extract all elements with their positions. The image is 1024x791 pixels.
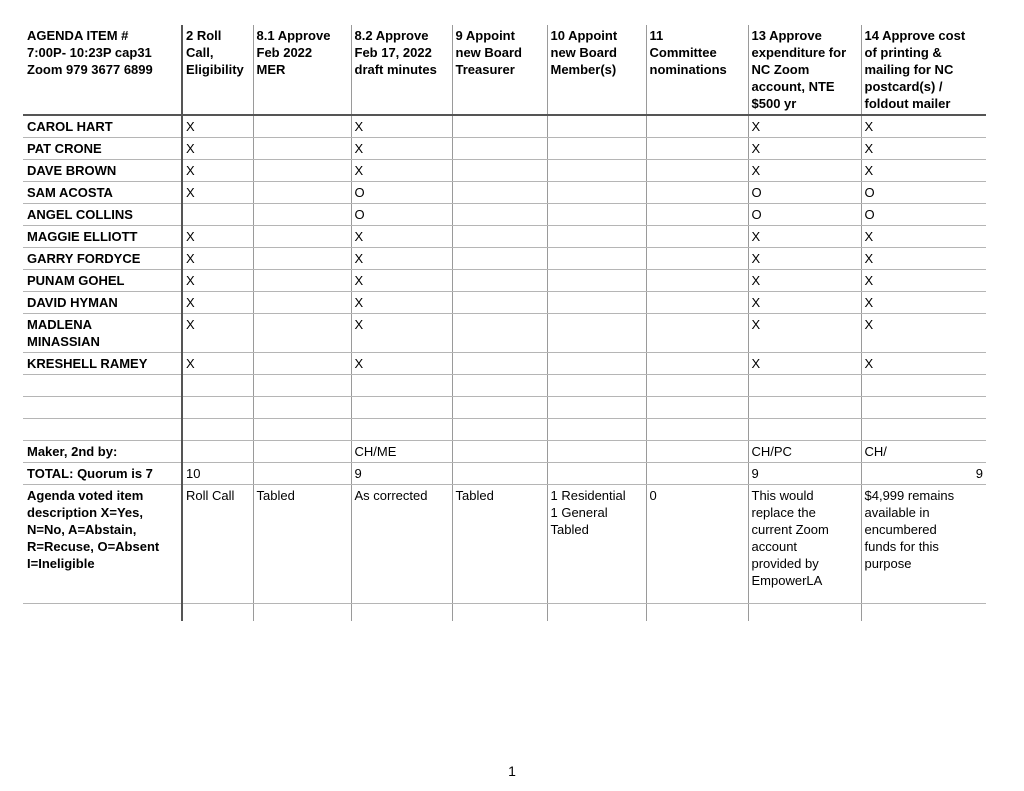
member-row-cell (547, 160, 646, 182)
tail-row-cell (351, 604, 452, 622)
tail-row (23, 604, 986, 622)
member-row (23, 160, 986, 182)
member-row-label: PAT CRONE (23, 138, 182, 160)
blank-row-cell (253, 375, 351, 397)
column-header: 8.1 Approve Feb 2022 MER (253, 25, 351, 115)
member-row (23, 182, 986, 204)
blank-row-cell (547, 397, 646, 419)
member-row-cell: X (748, 314, 861, 353)
member-row-cell: X (748, 138, 861, 160)
member-row-cell (547, 138, 646, 160)
member-row-cell: X (748, 270, 861, 292)
blank-row-cell (182, 397, 253, 419)
member-row-cell (253, 292, 351, 314)
member-row-cell (452, 204, 547, 226)
member-row-cell: O (861, 204, 986, 226)
blank-row-cell (748, 375, 861, 397)
member-row-cell (182, 204, 253, 226)
member-row-cell: O (351, 204, 452, 226)
column-header: 9 Appoint new Board Treasurer (452, 25, 547, 115)
member-row-cell: X (351, 226, 452, 248)
maker-row-cell (646, 441, 748, 463)
vote-tally-table (23, 25, 986, 621)
total-row-cell (646, 463, 748, 485)
blank-row-cell (646, 419, 748, 441)
member-row-cell (452, 353, 547, 375)
member-row-cell: X (861, 160, 986, 182)
member-row-cell: X (861, 138, 986, 160)
member-row-cell (547, 182, 646, 204)
member-row-cell (452, 160, 547, 182)
blank-row-label (23, 419, 182, 441)
total-row-cell (452, 463, 547, 485)
member-row-cell: X (748, 160, 861, 182)
member-row-cell (253, 204, 351, 226)
column-header: 8.2 Approve Feb 17, 2022 draft minutes (351, 25, 452, 115)
table-body (23, 25, 986, 621)
member-row-label: PUNAM GOHEL (23, 270, 182, 292)
blank-row-cell (253, 419, 351, 441)
tail-row-cell (748, 604, 861, 622)
blank-row-label (23, 397, 182, 419)
member-row-cell: O (351, 182, 452, 204)
total-row-cell (547, 463, 646, 485)
blank-row-cell (452, 397, 547, 419)
member-row-cell: X (351, 115, 452, 138)
member-row-cell (253, 314, 351, 353)
member-row-cell (452, 248, 547, 270)
member-row-label: DAVID HYMAN (23, 292, 182, 314)
member-row-cell: X (748, 115, 861, 138)
member-row-label: CAROL HART (23, 115, 182, 138)
member-row-cell: X (748, 248, 861, 270)
maker-row-cell (253, 441, 351, 463)
member-row-cell: X (351, 138, 452, 160)
blank-row (23, 375, 986, 397)
member-row-cell (547, 115, 646, 138)
column-header: 13 Approve expenditure for NC Zoom account, NTE $500 yr (748, 25, 861, 115)
header-row (23, 25, 986, 115)
blank-row-cell (182, 419, 253, 441)
member-row-cell: X (182, 226, 253, 248)
blank-row-cell (351, 397, 452, 419)
page-number: 1 (508, 763, 516, 779)
description-row-cell: As corrected (351, 485, 452, 604)
member-row-cell (253, 226, 351, 248)
blank-row-cell (646, 375, 748, 397)
blank-row-cell (452, 419, 547, 441)
member-row-cell: X (351, 292, 452, 314)
maker-row-cell: CH/ (861, 441, 986, 463)
total-row-cell: 10 (182, 463, 253, 485)
member-row-cell (646, 160, 748, 182)
blank-row-cell (182, 375, 253, 397)
member-row (23, 138, 986, 160)
member-row (23, 204, 986, 226)
member-row-cell (452, 182, 547, 204)
member-row-cell (253, 115, 351, 138)
member-row-cell: O (861, 182, 986, 204)
description-row-cell: Tabled (253, 485, 351, 604)
maker-row-cell (452, 441, 547, 463)
blank-row-cell (861, 419, 986, 441)
member-row-cell (547, 292, 646, 314)
member-row-label: MADLENA MINASSIAN (23, 314, 182, 353)
maker-row-label: Maker, 2nd by: (23, 441, 182, 463)
member-row-cell (253, 353, 351, 375)
member-row-cell (646, 353, 748, 375)
total-row-cell: 9 (861, 463, 986, 485)
member-row-cell: X (182, 248, 253, 270)
column-header: 11 Committee nominations (646, 25, 748, 115)
agenda-header-cell: AGENDA ITEM # 7:00P- 10:23P cap31 Zoom 979 3677 6899 (23, 25, 182, 115)
member-row-cell: X (182, 115, 253, 138)
member-row-label: KRESHELL RAMEY (23, 353, 182, 375)
member-row-cell: X (748, 226, 861, 248)
blank-row-cell (547, 375, 646, 397)
blank-row-cell (351, 375, 452, 397)
member-row-cell: X (748, 353, 861, 375)
blank-row-cell (351, 419, 452, 441)
member-row-cell (452, 314, 547, 353)
blank-row-cell (748, 397, 861, 419)
member-row-cell: O (748, 204, 861, 226)
member-row-cell: X (861, 270, 986, 292)
member-row-cell (547, 353, 646, 375)
member-row-cell: X (861, 353, 986, 375)
blank-row (23, 397, 986, 419)
description-row (23, 485, 986, 604)
member-row-cell: O (748, 182, 861, 204)
member-row (23, 115, 986, 138)
description-row-cell: 1 Residential 1 General Tabled (547, 485, 646, 604)
total-row-cell: 9 (748, 463, 861, 485)
member-row-cell (646, 314, 748, 353)
member-row-cell (547, 314, 646, 353)
blank-row-cell (861, 375, 986, 397)
member-row-cell: X (351, 160, 452, 182)
member-row-label: ANGEL COLLINS (23, 204, 182, 226)
member-row-cell (547, 204, 646, 226)
maker-row-cell (547, 441, 646, 463)
blank-row-cell (452, 375, 547, 397)
description-row-cell: 0 (646, 485, 748, 604)
tail-row-cell (253, 604, 351, 622)
member-row-cell: X (182, 353, 253, 375)
blank-row-cell (646, 397, 748, 419)
member-row-cell: X (861, 248, 986, 270)
member-row-cell (452, 292, 547, 314)
tail-row-cell (861, 604, 986, 622)
member-row-cell (452, 226, 547, 248)
member-row-cell (646, 270, 748, 292)
member-row-cell (253, 182, 351, 204)
member-row (23, 248, 986, 270)
description-row-label: Agenda voted item description X=Yes, N=No, A=Abstain, R=Recuse, O=Absent I=Ineligible (23, 485, 182, 604)
member-row-cell: X (861, 115, 986, 138)
column-header: 14 Approve cost of printing & mailing for NC postcard(s) / foldout mailer (861, 25, 986, 115)
member-row-cell: X (351, 314, 452, 353)
member-row-cell: X (861, 292, 986, 314)
member-row-cell (646, 226, 748, 248)
column-header: 10 Appoint new Board Member(s) (547, 25, 646, 115)
tail-row-cell (547, 604, 646, 622)
member-row-cell (646, 138, 748, 160)
member-row (23, 353, 986, 375)
member-row-label: GARRY FORDYCE (23, 248, 182, 270)
column-header: 2 Roll Call, Eligibility (182, 25, 253, 115)
tail-row-cell (646, 604, 748, 622)
member-row-cell: X (351, 353, 452, 375)
member-row-cell (547, 226, 646, 248)
member-row-cell: X (861, 226, 986, 248)
member-row-cell: X (748, 292, 861, 314)
member-row-label: MAGGIE ELLIOTT (23, 226, 182, 248)
member-row-cell (452, 115, 547, 138)
member-row-cell: X (182, 160, 253, 182)
member-row-cell (452, 270, 547, 292)
member-row-cell (253, 160, 351, 182)
member-row-cell (646, 204, 748, 226)
member-row-cell: X (351, 270, 452, 292)
description-row-cell: Tabled (452, 485, 547, 604)
member-row-cell (253, 248, 351, 270)
member-row-cell (547, 248, 646, 270)
member-row-cell (646, 182, 748, 204)
member-row-cell (253, 270, 351, 292)
member-row (23, 292, 986, 314)
description-row-cell: Roll Call (182, 485, 253, 604)
member-row-cell (646, 115, 748, 138)
blank-row-cell (253, 397, 351, 419)
member-row-cell: X (182, 270, 253, 292)
total-row-label: TOTAL: Quorum is 7 (23, 463, 182, 485)
blank-row (23, 419, 986, 441)
member-row-cell: X (182, 138, 253, 160)
member-row-cell: X (182, 292, 253, 314)
member-row-label: SAM ACOSTA (23, 182, 182, 204)
description-row-cell: This would replace the current Zoom account provided by EmpowerLA (748, 485, 861, 604)
tail-row-cell (452, 604, 547, 622)
member-row-cell (646, 292, 748, 314)
total-row-cell (253, 463, 351, 485)
blank-row-cell (748, 419, 861, 441)
member-row-cell: X (182, 182, 253, 204)
total-row (23, 463, 986, 485)
member-row (23, 270, 986, 292)
description-row-cell: $4,999 remains available in encumbered funds for this purpose (861, 485, 986, 604)
member-row-cell: X (351, 248, 452, 270)
total-row-cell: 9 (351, 463, 452, 485)
member-row-cell (547, 270, 646, 292)
tail-row-label (23, 604, 182, 622)
member-row-cell: X (861, 314, 986, 353)
blank-row-label (23, 375, 182, 397)
tail-row-cell (182, 604, 253, 622)
member-row-cell (452, 138, 547, 160)
maker-row (23, 441, 986, 463)
blank-row-cell (547, 419, 646, 441)
member-row-cell: X (182, 314, 253, 353)
blank-row-cell (861, 397, 986, 419)
member-row (23, 314, 986, 353)
maker-row-cell (182, 441, 253, 463)
member-row-cell (253, 138, 351, 160)
maker-row-cell: CH/ME (351, 441, 452, 463)
member-row-cell (646, 248, 748, 270)
maker-row-cell: CH/PC (748, 441, 861, 463)
member-row-label: DAVE BROWN (23, 160, 182, 182)
member-row (23, 226, 986, 248)
